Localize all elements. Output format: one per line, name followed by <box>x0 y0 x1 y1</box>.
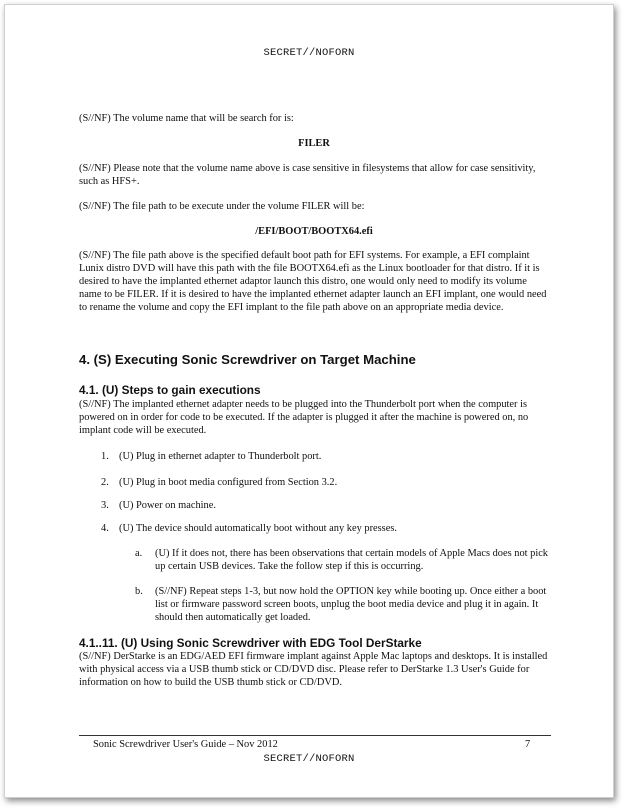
paragraph-adapter-plug: (S//NF) The implanted ethernet adapter needs to be plugged into the Thunderbolt port when the computer is powered on in order for code to be executed. If the adapter is plugged it after the machine is powered on, no implant code will be executed. <box>79 399 529 436</box>
page-number: 7 <box>525 739 531 750</box>
paragraph-volume-name-intro: (S//NF) The volume name that will be search for is: <box>79 113 294 124</box>
volume-name: FILER <box>298 138 330 149</box>
classification-header: SECRET//NOFORN <box>263 47 355 59</box>
paragraph-efi-boot-path: (S//NF) The file path above is the specified default boot path for EFI systems. For example, a EFI complaint Lunix distro DVD will have this path with the file BOOTX64.efi as the Linux bootloader for that distro. If it is desired to have the implanted ethernet adaptor launch this distro, one would only need to modify its volume name to be FILER. If it is desired to have the implanted ethernet adapter launch an EFI implant, one would need to rename the volume and copy the EFI implant to the file path above on an appropriate media device. <box>79 250 547 313</box>
section-4-1-heading: 4.1. (U) Steps to gain executions <box>79 383 261 397</box>
classification-footer: SECRET//NOFORN <box>263 753 355 765</box>
footer-divider <box>79 735 551 736</box>
section-4-1-11-heading: 4.1..11. (U) Using Sonic Screwdriver with EDG Tool DerStarke <box>79 636 422 650</box>
section-4-heading: 4. (S) Executing Sonic Screwdriver on Target Machine <box>79 352 416 367</box>
footer-title: Sonic Screwdriver User's Guide – Nov 2012 <box>93 739 278 750</box>
paragraph-case-sensitive: (S//NF) Please note that the volume name above is case sensitive in filesystems that allow for case sensitivity, such as HFS+. <box>79 163 536 187</box>
paragraph-file-path-intro: (S//NF) The file path to be execute under the volume FILER will be: <box>79 201 365 212</box>
document-page: SECRET//NOFORN (S//NF) The volume name that will be search for is: FILER (S//NF) Please note that the volume name above is case sensitive in filesystems that allow for case sensitivity, such as HFS+. (S//NF) The file path to be execute under the volume FILER will be: /EFI/BOOT/BOOTX64.efi (S//NF) The file path above is the specified default boot path for EFI systems. For example, a EFI complaint Lunix distro DVD will have this path with the file BOOTX64.efi as the Linux bootloader for that distro. If it is desired to have the implanted ethernet adaptor launch this distro, one would only need to modify its volume name to be FILER. If it is desired to have the implanted ethernet adapter launch an EFI implant, one would need to rename the volume and copy the EFI implant to the file path above on an appropriate media device. 4. (S) Executing Sonic Screwdriver on Target Machine 4.1. (U) Steps to gain executions (S//NF) The implanted ethernet adapter needs to be plugged into the Thunderbolt port when the computer is powered on in order for code to be executed. If the adapter is plugged it after the machine is powered on, no implant code will be executed. 1. (U) Plug in ethernet adapter to Thunderbolt port. 2. (U) Plug in boot media configured from Section 3.2. 3. (U) Power on machine. 4. (U) The device should automatically boot without any key presses. a. (U) If it does not, there has been observations that certain models of Apple Macs does not pick up certain USB devices. Take the follow step if this is occurring. b. (S//NF) Repeat steps 1-3, but now hold the OPTION key while booting up. Once either a boot list or firmware password screen boots, unplug the boot media device and plug it in again. It should then automatically get loaded. 4.1..11. (U) Using Sonic Screwdriver with EDG Tool DerStarke (S//NF) DerStarke is an EDG/AED EFI firmware implant against Apple Mac laptops and desktops. It is installed with physical access via a USB thumb stick or CD/DVD disc. Please refer to DerStarke 1.3 User's Guide for information on how to build the USB thumb stick or CD/DVD. Sonic Screwdriver User's Guide – Nov 2012 7 SECRET//NOFORN <box>4 4 614 798</box>
file-path: /EFI/BOOT/BOOTX64.efi <box>255 226 373 237</box>
paragraph-derstarke: (S//NF) DerStarke is an EDG/AED EFI firmware implant against Apple Mac laptops and desktops. It is installed with physical access via a USB thumb stick or CD/DVD disc. Please refer to DerStarke 1.3 User's Guide for information on how to build the USB thumb stick or CD/DVD. <box>79 651 548 688</box>
